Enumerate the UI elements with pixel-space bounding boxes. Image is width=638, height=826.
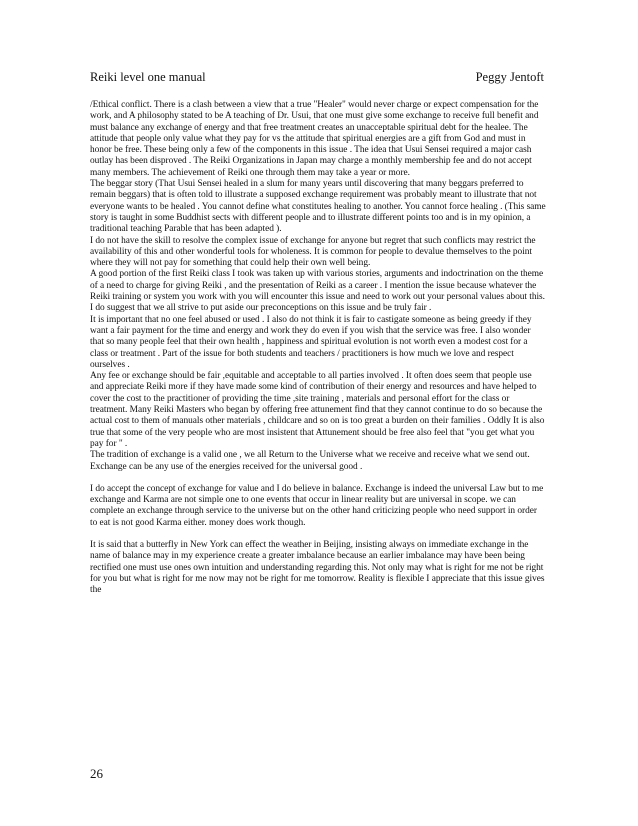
paragraph: Any fee or exchange should be fair ,equitable and acceptable to all parties involved . It often does seem that people use and appreciate Reiki more if they have made some kind of contribution of their energy and resources and have helped to cover the cost to the practitioner of providing the time ,site training , materials and personal effort for the class or treatment. Many Reiki Masters who began by offering free attunement find that they cannot continue to do so because the actual cost to them of manuals other materials , childcare and so on is too great a burden on their families . Oddly It is also true that some of the very people who are most insistent that Attunement should be free also feel that "you get what you pay for " . <box>90 371 545 449</box>
page-number: 26 <box>90 766 103 781</box>
paragraph: I do not have the skill to resolve the complex issue of exchange for anyone but regret that such conflicts may restrict the availability of this and other wonderful tools for wholeness. It is common for people to devalue themselves to the point where they will not pay for something that could help their own well being. <box>90 235 536 269</box>
paragraph: The beggar story (That Usui Sensei healed in a slum for many years until discovering that many beggars preferred to remain beggars) that is often told to illustrate a supposed exchange requirement was probably meant to illustrate that not everyone wants to be healed . You cannot define what constitutes healing to another. You cannot force healing . (This same story is taught in some Buddhist sects with different people and to illustrate different points too and is in my opinion, a traditional teaching Parable that has been adapted ). <box>90 179 546 235</box>
body-text <box>90 100 546 596</box>
paragraph: It is said that a butterfly in New York can effect the weather in Beijing, insisting always on immediate exchange in the name of balance may in my experience create a greater imbalance because an earlier imbalance may have been being rectified one must use ones own intuition and understanding regarding this. Not only may what is right for me not be right for you but what is right for me now may not be right for me tomorrow. Reality is flexible I appreciate that this issue gives the <box>90 539 545 596</box>
paragraph: It is important that no one feel abused or used . I also do not think it is fair to castigate someone as being greedy if they want a fair payment for the time and energy and work they do even if you wish that the service was free. I also wonder that so many people feel that their own health , happiness and spiritual evolution is not worth even a modest cost for a class or treatment . Part of the issue for both students and teachers / practitioners is how much we love and respect ourselves . <box>90 314 532 370</box>
paragraph: I do accept the concept of exchange for value and I do believe in balance. Exchange is indeed the universal Law but to me exchange and Karma are not simple one to one events that occur in linear reality but are universal in scope. we can complete an exchange through service to the universe but on the other hand criticizing people who need support in order to eat is not good Karma either. money does work though. <box>90 483 544 528</box>
paragraph: The tradition of exchange is a valid one , we all Return to the Universe what we receive and receive what we send out. Exchange can be any use of the energies received for the universal good . <box>90 450 530 472</box>
header-author: Peggy Jentoft <box>475 70 544 84</box>
header-title: Reiki level one manual <box>90 70 206 84</box>
page-header <box>90 70 544 86</box>
paragraph: A good portion of the first Reiki class I took was taken up with various stories, arguments and indoctrination on the theme of a need to charge for giving Reiki , and the presentation of Reiki as a career . I mention the issue because whatever the Reiki training or system you work with you will encounter this issue and need to work out your personal values about this. I do suggest that we all strive to put aside our preconceptions on this issue and be truly fair . <box>90 269 545 314</box>
paragraph: /Ethical conflict. There is a clash between a view that a true "Healer" would never charge or expect compensation for the work, and A philosophy stated to be A teaching of Dr. Usui, that one must give some exchange to receive full benefit and must balance any exchange of energy and that free treatment creates an unacceptable spiritual debt for the healee. The attitude that people only value what they pay for vs the attitude that spiritual energies are a gift from God and must in honor be free. These being only a few of the components in this issue . The idea that Usui Sensei required a major cash outlay has been disproved . The Reiki Organizations in Japan may charge a monthly membership fee and do not accept many members. The achievement of Reiki one through them may take a year or more. <box>90 100 539 178</box>
